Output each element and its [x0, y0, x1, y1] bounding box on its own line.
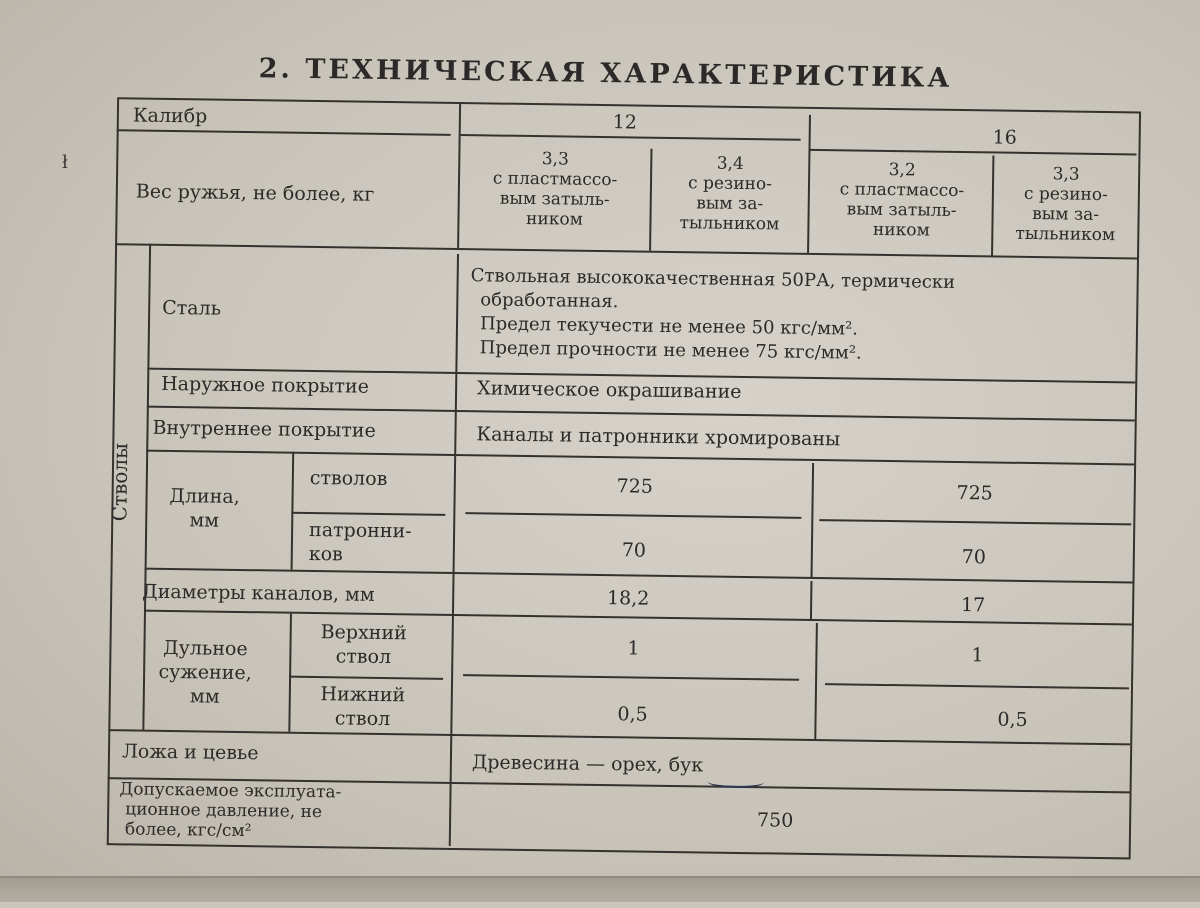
page-bottom-edge [0, 876, 1200, 902]
pressure-value: 750 [756, 809, 794, 832]
length-barrels-12: 725 [616, 475, 654, 498]
weight-cell-1: 3,3 с пластмассо- вым затыль- ником [492, 149, 618, 230]
weight-cell-2: 3,4 с резино- вым за- тыльником [679, 153, 780, 235]
caliber-16: 16 [992, 126, 1017, 149]
choke-label: Дульное сужение, мм [158, 636, 252, 708]
choke-upper-16: 1 [971, 644, 984, 667]
outer-coating-label: Наружное покрытие [161, 372, 370, 398]
stock-value: Древесина — орех, бук [471, 751, 704, 777]
page-title: 2. ТЕХНИЧЕСКАЯ ХАРАКТЕРИСТИКА [258, 53, 953, 94]
caliber-12: 12 [612, 111, 638, 134]
outer-coating-value: Химическое окрашивание [476, 377, 742, 403]
inner-coating-value: Каналы и патронники хромированы [476, 423, 841, 451]
choke-upper-12: 1 [627, 637, 640, 660]
choke-upper-label: Верхний ствол [320, 621, 407, 669]
bore-diameter-16: 17 [960, 594, 986, 617]
weight-cell-3: 3,2 с пластмассо- вым затыль- ником [839, 160, 965, 241]
steel-value: Ствольная высококачественная 50РА, термически обработанная. Предел текучести не менее 50 кгс/мм². Предел прочности не менее 75 кгс/мм². [470, 265, 956, 364]
length-chambers-label: патронни- ков [308, 518, 412, 566]
barrels-group-label: Стволы [107, 442, 133, 522]
weight-label: Вес ружья, не более, кг [135, 180, 375, 206]
pressure-label: Допускаемое эксплуата- ционное давление, не более, кгс/см² [119, 779, 342, 842]
stock-label: Ложа и цевье [121, 740, 259, 765]
bore-diameter-12: 18,2 [606, 587, 650, 610]
caliber-label: Калибр [132, 104, 208, 128]
choke-lower-12: 0,5 [617, 703, 648, 726]
choke-lower-label: Нижний ствол [320, 683, 406, 731]
length-barrels-16: 725 [956, 481, 993, 505]
margin-mark: ł [62, 152, 68, 173]
length-label: Длина, мм [169, 484, 240, 532]
steel-label: Сталь [162, 296, 222, 320]
weight-cell-4: 3,3 с резино- вым за- тыльником [1015, 164, 1116, 246]
bore-diameter-label: Диаметры каналов, мм [142, 580, 375, 606]
inner-coating-label: Внутреннее покрытие [152, 416, 376, 442]
choke-lower-16: 0,5 [997, 708, 1028, 731]
length-chambers-16: 70 [961, 546, 987, 569]
length-barrels-label: стволов [309, 466, 388, 491]
length-chambers-12: 70 [621, 539, 647, 562]
